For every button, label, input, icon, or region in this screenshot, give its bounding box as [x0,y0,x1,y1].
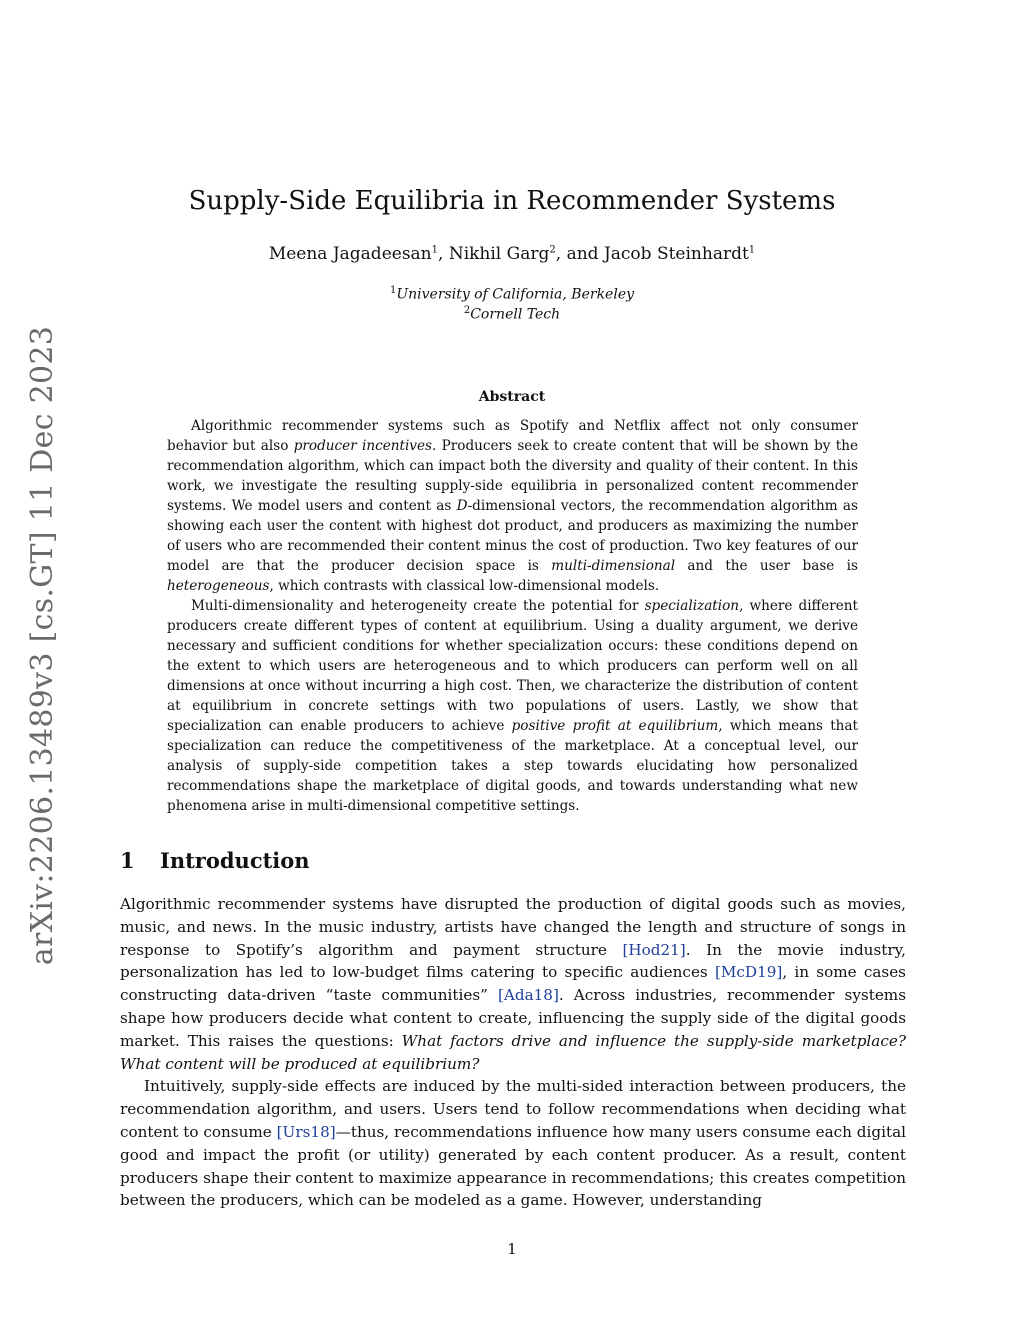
introduction-body [120,893,906,1212]
text-run: . Across industries, recommender systems shape how producers decide what content to create, influencing the supply side of the digital goods market. This raises the questions: [120,986,906,1050]
author-affiliation-mark: 1 [748,244,756,256]
section-title: Introduction [160,848,310,873]
body-paragraph [120,1075,906,1212]
page-number: 1 [507,1240,517,1258]
emphasis: specialization [644,598,740,614]
abstract-body [167,416,858,816]
text-run: Algorithmic recommender systems have disrupted the production of digital goods such as movies, music, and news. In the music industry, artists have changed the length and structure of songs in response to Spotify’s algorithm and payment structure [120,895,906,959]
citation-link[interactable]: [McD19] [714,963,783,982]
affiliation [0,305,1024,323]
text-run: , where different producers create different types of content at equilibrium. Using a duality argument, we derive necessary and sufficient conditions for whether specialization occurs: these conditions depend on the extent to which users are heterogeneous and to which producers can perform well on all dimensions at once without incurring a high cost. Then, we characterize the distribution of content at equilibrium in concrete settings with two populations of users. Lastly, we show that specialization can enable producers to achieve [167,598,858,734]
emphasis: positive profit at equilibrium [511,718,719,734]
author-affiliation-mark: 1 [431,244,438,256]
affiliation-mark: 2 [463,305,471,316]
affiliation-name: Cornell Tech [470,306,561,323]
paper-title: Supply-Side Equilibria in Recommender Systems [188,186,836,216]
citation-link[interactable]: [Ada18] [497,986,559,1005]
section-number: 1 [120,848,135,873]
text-run: -dimensional vectors, the recommendation algorithm as showing each user the content with highest dot product, and producers as maximizing the number of users who are recommended their content minus the cost of production. Two key features of our model are that the producer decision space is [167,498,858,574]
citation-link[interactable]: [Hod21] [622,940,686,959]
text-run: , in some cases constructing data-driven “taste communities” [120,963,906,1005]
author-name: Jacob Steinhardt [603,244,749,264]
arxiv-identifier [18,325,68,965]
author-separator: , [438,244,449,264]
author-list [0,244,1024,264]
math-symbol: D [456,498,468,514]
text-run: Multi-dimensionality and heterogeneity create the potential for [191,598,645,614]
emphasis: What factors drive and influence the supply-side marketplace? What content will be produced at equilibrium? [120,1031,906,1073]
abstract-paragraph [167,416,858,596]
section-heading [120,848,310,873]
author-separator: , and [555,244,604,264]
text-run: Intuitively, supply-side effects are induced by the multi-sided interaction between producers, the recommendation algorithm, and users. Users tend to follow recommendations when deciding what content to consume [120,1077,906,1141]
text-run: and the user base is [675,558,858,574]
text-run: , which means that specialization can reduce the competitiveness of the marketplace. At a conceptual level, our analysis of supply-side competition takes a step towards elucidating how personalized recommendations shape the marketplace of digital goods, and towards understanding what new phenomena arise in multi-dimensional competitive settings. [167,718,858,814]
text-run: , which contrasts with classical low-dimensional models. [269,578,660,594]
author-name: Meena Jagadeesan [268,244,432,264]
affiliation-mark: 1 [389,285,397,296]
text-run: . In the movie industry, personalization has led to low-budget films catering to specific audiences [120,940,906,982]
emphasis: heterogeneous [167,578,270,594]
author-affiliation-mark: 2 [549,244,556,256]
author-name: Nikhil Garg [448,244,550,264]
affiliation [0,285,1024,303]
body-paragraph [120,893,906,1075]
emphasis: multi-dimensional [551,558,676,574]
citation-link[interactable]: [Urs18] [276,1122,336,1141]
abstract-paragraph [167,596,858,816]
text-run: —thus, recommendations influence how many users consume each digital good and impact the profit (or utility) generated by each content producer. As a result, content producers shape their content to maximize appearance in recommendations; this creates competition between the producers, which can be modeled as a game. However, understanding [120,1122,906,1210]
arxiv-identifier-text: arXiv:2206.13489v3 [cs.GT] 11 Dec 2023 [25,325,61,965]
text-run: . Producers seek to create content that will be shown by the recommendation algorithm, which can impact both the diversity and quality of their content. In this work, we investigate the resulting supply-side equilibria in personalized content recommender systems. We model users and content as [167,438,858,514]
emphasis: producer incentives [293,438,433,454]
text-run: Algorithmic recommender systems such as Spotify and Netflix affect not only consumer behavior but also [167,418,858,454]
affiliation-name: University of California, Berkeley [396,286,635,303]
abstract-heading: Abstract [478,389,546,405]
